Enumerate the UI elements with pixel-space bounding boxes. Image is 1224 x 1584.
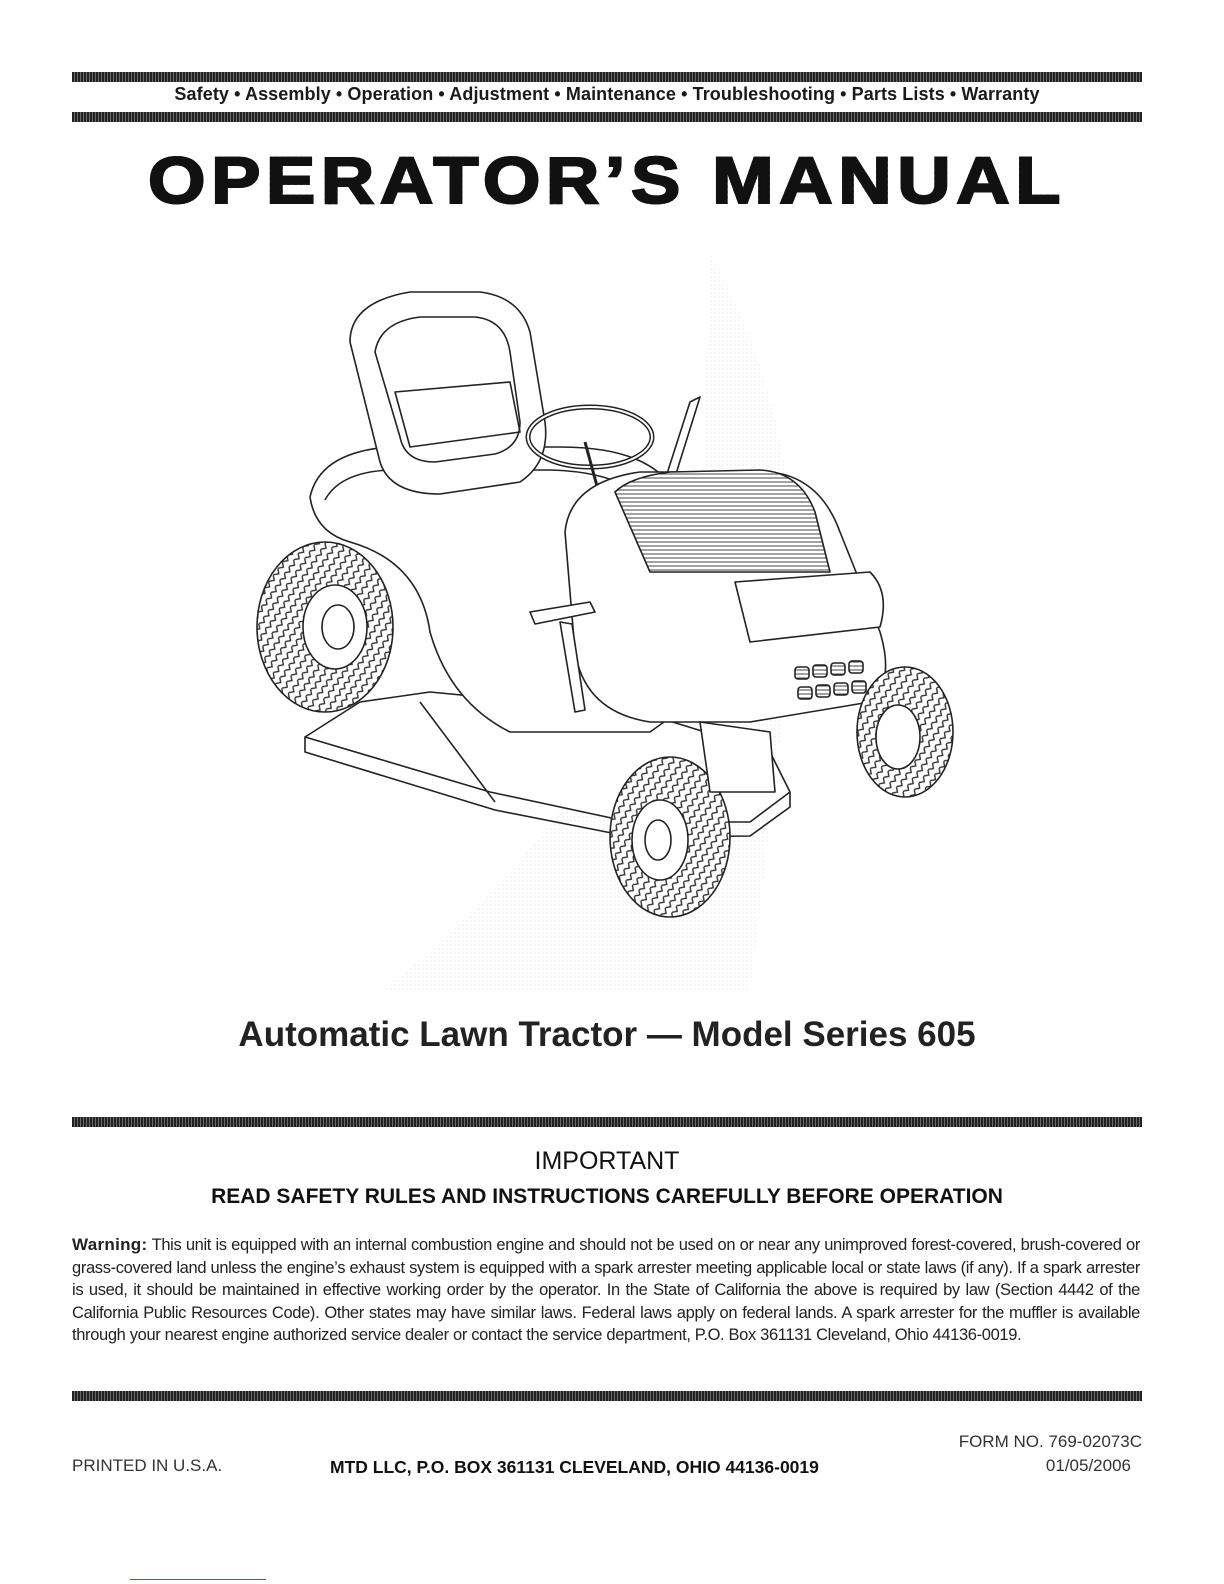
nav-rule: [72, 112, 1142, 122]
front-axle: [700, 722, 775, 792]
warning-paragraph: [72, 1234, 1140, 1347]
important-rule-top: [72, 1117, 1142, 1127]
footer-rule: [72, 1391, 1142, 1401]
lift-lever: [665, 397, 700, 480]
lawn-tractor-illustration: [230, 232, 990, 1012]
model-title: Automatic Lawn Tractor — Model Series 605: [238, 1015, 976, 1054]
top-rule: [72, 72, 1142, 82]
printed-in: PRINTED IN U.S.A.: [72, 1456, 223, 1475]
form-number: FORM NO. 769-02073C: [958, 1432, 1142, 1451]
important-heading: IMPORTANT: [534, 1147, 680, 1175]
hood-vent: [615, 470, 830, 572]
read-safety-heading: READ SAFETY RULES AND INSTRUCTIONS CAREFULLY BEFORE OPERATION: [211, 1185, 1003, 1208]
company-address: MTD LLC, P.O. BOX 361131 CLEVELAND, OHIO 44136-0019: [330, 1457, 819, 1477]
warning-label: Warning:: [72, 1235, 148, 1254]
warning-text: This unit is equipped with an internal combustion engine and should not be used on or near any unimproved forest-covered, brush-covered or grass-covered land unless the engine’s exhaust system is equipped with a spark arrester meeting applicable local or state laws (if any). If a spark arrester is used, it should be maintained in effective working order by the operator. In the State of California the above is required by law (Section 4442 of the California Public Resources Code). Other states may have similar laws. Federal laws apply on federal lands. A spark arrester for the muffler is available through your nearest engine authorized service dealer or contact the service department, P.O. Box 361131 Cleveland, Ohio 44136-0019.: [72, 1236, 1140, 1344]
manual-title: OPERATOR’S MANUAL: [8, 142, 1206, 218]
form-date: 01/05/2006: [1045, 1456, 1131, 1475]
bottom-link-underline: [130, 1579, 266, 1580]
section-nav: Safety • Assembly • Operation • Adjustment • Maintenance • Troubleshooting • Parts Lists • Warranty: [174, 84, 1040, 104]
